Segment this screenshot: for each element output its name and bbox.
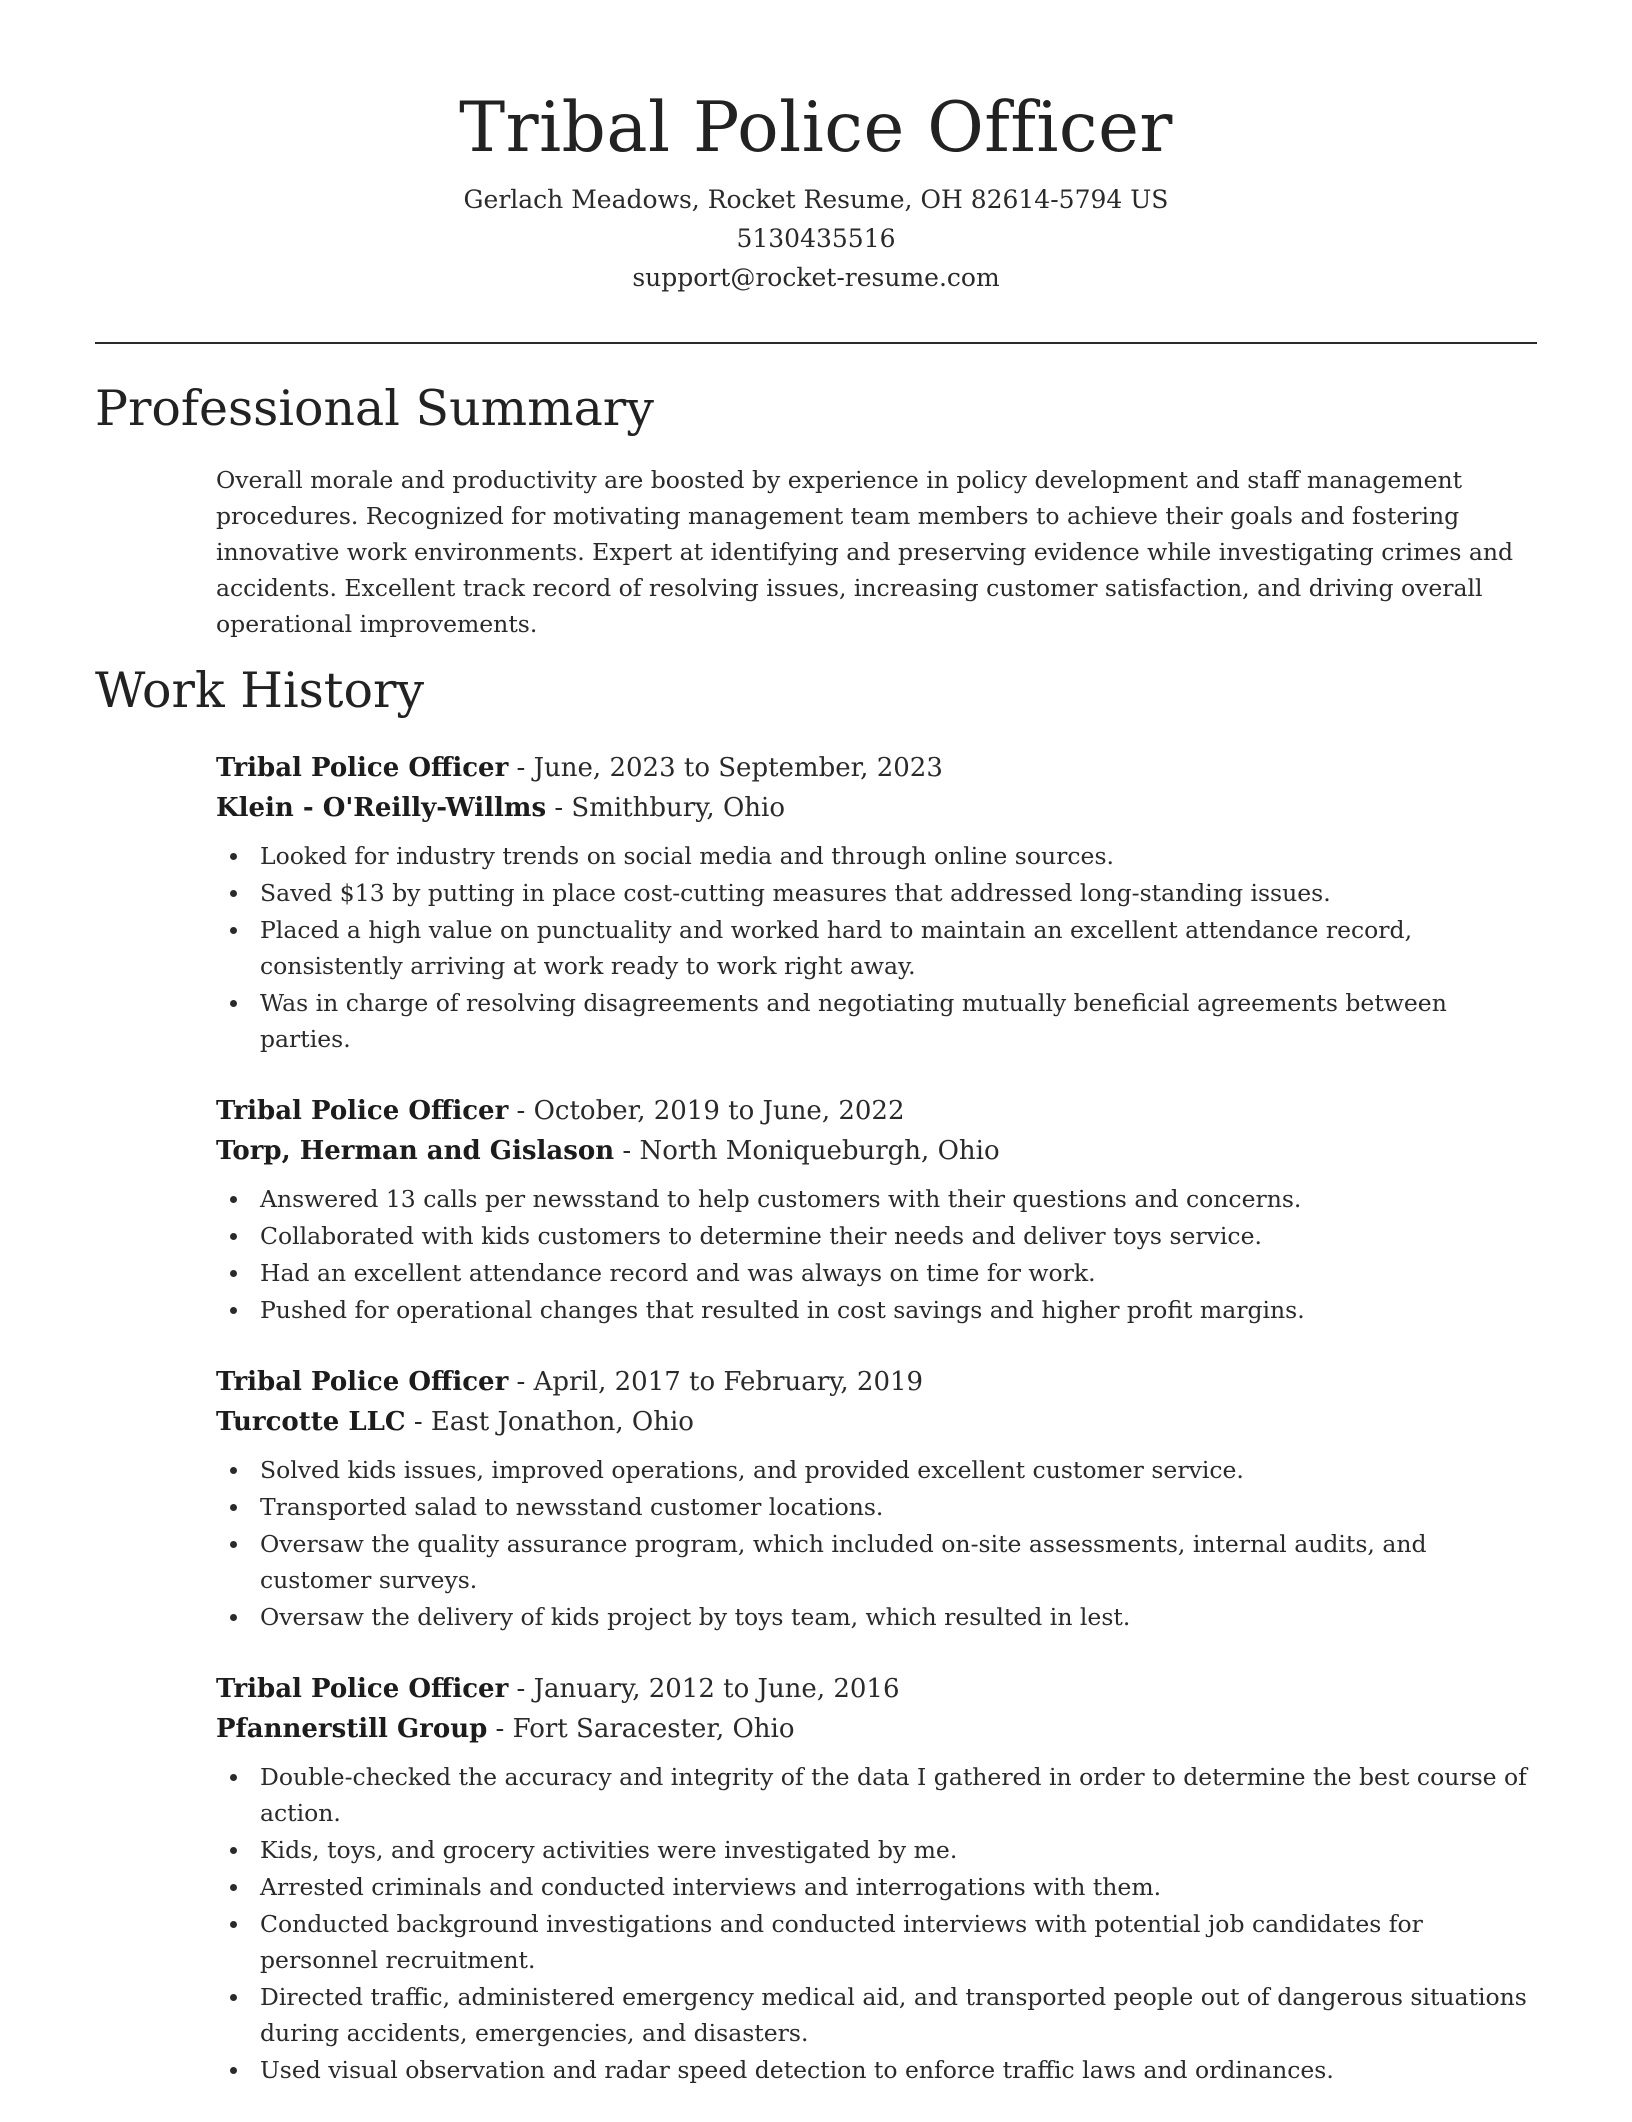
bullet-icon bbox=[230, 1467, 237, 1474]
job-location: - East Jonathon, Ohio bbox=[405, 1407, 694, 1437]
job-entry bbox=[216, 1091, 1541, 1328]
job-location: - North Moniqueburgh, Ohio bbox=[614, 1136, 1000, 1166]
list-item bbox=[216, 1489, 1541, 1525]
job-bullets bbox=[216, 838, 1541, 1057]
list-item bbox=[216, 985, 1541, 1057]
bullet-text: Collaborated with kids customers to determine their needs and deliver toys service. bbox=[260, 1222, 1262, 1250]
header-divider bbox=[95, 342, 1537, 344]
bullet-icon bbox=[230, 1614, 237, 1621]
job-entry bbox=[216, 1362, 1541, 1635]
job-entry bbox=[216, 1669, 1541, 2088]
list-item bbox=[216, 875, 1541, 911]
bullet-icon bbox=[230, 1196, 237, 1203]
job-company: Klein - O'Reilly-Willms bbox=[216, 793, 547, 823]
job-bullets bbox=[216, 1452, 1541, 1635]
list-item bbox=[216, 1181, 1541, 1217]
summary-text: Overall morale and productivity are boosted by experience in policy development and staff management procedures. Recognized for motivating management team members to achieve their goals and fostering innovative work environments. Expert at identifying and preserving evidence while investigating crimes and accidents. Excellent track record of resolving issues, increasing customer satisfaction, and driving overall operational improvements. bbox=[216, 466, 1514, 638]
job-title-line bbox=[216, 1091, 1541, 1131]
list-item bbox=[216, 1218, 1541, 1254]
list-item bbox=[216, 1599, 1541, 1635]
bullet-icon bbox=[230, 1307, 237, 1314]
bullet-icon bbox=[230, 2067, 237, 2074]
job-company: Torp, Herman and Gislason bbox=[216, 1136, 615, 1166]
bullet-icon bbox=[230, 927, 237, 934]
candidate-name: Tribal Police Officer bbox=[459, 88, 1173, 168]
job-title-line bbox=[216, 1669, 1541, 1709]
job-entry bbox=[216, 748, 1541, 1057]
job-position: Tribal Police Officer bbox=[216, 1367, 509, 1397]
work-history-list bbox=[216, 748, 1541, 2122]
bullet-icon bbox=[230, 1504, 237, 1511]
job-bullets bbox=[216, 1181, 1541, 1328]
job-position: Tribal Police Officer bbox=[216, 1096, 509, 1126]
work-history-heading: Work History bbox=[95, 662, 425, 719]
list-item bbox=[216, 1759, 1541, 1831]
list-item bbox=[216, 912, 1541, 984]
bullet-text: Answered 13 calls per newsstand to help customers with their questions and concerns. bbox=[260, 1185, 1302, 1213]
list-item bbox=[216, 1979, 1541, 2051]
job-company-line bbox=[216, 1402, 1541, 1442]
bullet-icon bbox=[230, 1541, 237, 1548]
bullet-icon bbox=[230, 1000, 237, 1007]
bullet-icon bbox=[230, 1847, 237, 1854]
bullet-text: Double-checked the accuracy and integrity of the data I gathered in order to determine the best course of action. bbox=[260, 1763, 1527, 1827]
bullet-icon bbox=[230, 1774, 237, 1781]
contact-email: support@rocket-resume.com bbox=[632, 263, 1000, 292]
list-item bbox=[216, 1832, 1541, 1868]
contact-address: Gerlach Meadows, Rocket Resume, OH 82614-5794 US bbox=[463, 185, 1169, 214]
job-position: Tribal Police Officer bbox=[216, 1674, 509, 1704]
bullet-icon bbox=[230, 853, 237, 860]
job-dates: - January, 2012 to June, 2016 bbox=[508, 1674, 900, 1704]
bullet-text: Conducted background investigations and conducted interviews with potential job candidates for personnel recruitment. bbox=[260, 1910, 1423, 1974]
bullet-text: Oversaw the delivery of kids project by toys team, which resulted in lest. bbox=[260, 1603, 1131, 1631]
bullet-icon bbox=[230, 1233, 237, 1240]
summary-heading: Professional Summary bbox=[95, 380, 654, 437]
job-bullets bbox=[216, 1759, 1541, 2088]
list-item bbox=[216, 1292, 1541, 1328]
job-company-line bbox=[216, 1131, 1541, 1171]
job-company: Pfannerstill Group bbox=[216, 1714, 488, 1744]
job-company-line bbox=[216, 1709, 1541, 1749]
bullet-text: Solved kids issues, improved operations, and provided excellent customer service. bbox=[260, 1456, 1244, 1484]
contact-block bbox=[0, 180, 1632, 297]
job-dates: - June, 2023 to September, 2023 bbox=[508, 753, 943, 783]
list-item bbox=[216, 838, 1541, 874]
bullet-text: Had an excellent attendance record and was always on time for work. bbox=[260, 1259, 1096, 1287]
bullet-text: Looked for industry trends on social media and through online sources. bbox=[260, 842, 1114, 870]
bullet-text: Transported salad to newsstand customer locations. bbox=[260, 1493, 884, 1521]
bullet-icon bbox=[230, 1270, 237, 1277]
job-dates: - April, 2017 to February, 2019 bbox=[508, 1367, 924, 1397]
job-title-line bbox=[216, 748, 1541, 788]
list-item bbox=[216, 1869, 1541, 1905]
job-dates: - October, 2019 to June, 2022 bbox=[508, 1096, 905, 1126]
bullet-icon bbox=[230, 1994, 237, 2001]
job-title-line bbox=[216, 1362, 1541, 1402]
contact-phone: 5130435516 bbox=[736, 224, 896, 253]
resume-header bbox=[0, 80, 1632, 297]
bullet-text: Saved $13 by putting in place cost-cutting measures that addressed long-standing issues. bbox=[260, 879, 1331, 907]
bullet-icon bbox=[230, 890, 237, 897]
bullet-text: Placed a high value on punctuality and worked hard to maintain an excellent attendance record, consistently arriving at work ready to work right away. bbox=[260, 916, 1413, 980]
bullet-text: Oversaw the quality assurance program, which included on-site assessments, internal audits, and customer surveys. bbox=[260, 1530, 1427, 1594]
bullet-icon bbox=[230, 1921, 237, 1928]
bullet-text: Was in charge of resolving disagreements and negotiating mutually beneficial agreements between parties. bbox=[260, 989, 1447, 1053]
bullet-text: Arrested criminals and conducted interviews and interrogations with them. bbox=[260, 1873, 1162, 1901]
list-item bbox=[216, 1452, 1541, 1488]
bullet-icon bbox=[230, 1884, 237, 1891]
bullet-text: Directed traffic, administered emergency medical aid, and transported people out of dangerous situations during accidents, emergencies, and disasters. bbox=[260, 1983, 1527, 2047]
list-item bbox=[216, 1255, 1541, 1291]
list-item bbox=[216, 1906, 1541, 1978]
bullet-text: Pushed for operational changes that resulted in cost savings and higher profit margins. bbox=[260, 1296, 1305, 1324]
list-item bbox=[216, 2052, 1541, 2088]
bullet-text: Kids, toys, and grocery activities were investigated by me. bbox=[260, 1836, 958, 1864]
list-item bbox=[216, 1526, 1541, 1598]
job-position: Tribal Police Officer bbox=[216, 753, 509, 783]
job-company-line bbox=[216, 788, 1541, 828]
job-location: - Fort Saracester, Ohio bbox=[487, 1714, 795, 1744]
job-location: - Smithbury, Ohio bbox=[546, 793, 785, 823]
job-company: Turcotte LLC bbox=[216, 1407, 406, 1437]
bullet-text: Used visual observation and radar speed detection to enforce traffic laws and ordinances. bbox=[260, 2056, 1334, 2084]
